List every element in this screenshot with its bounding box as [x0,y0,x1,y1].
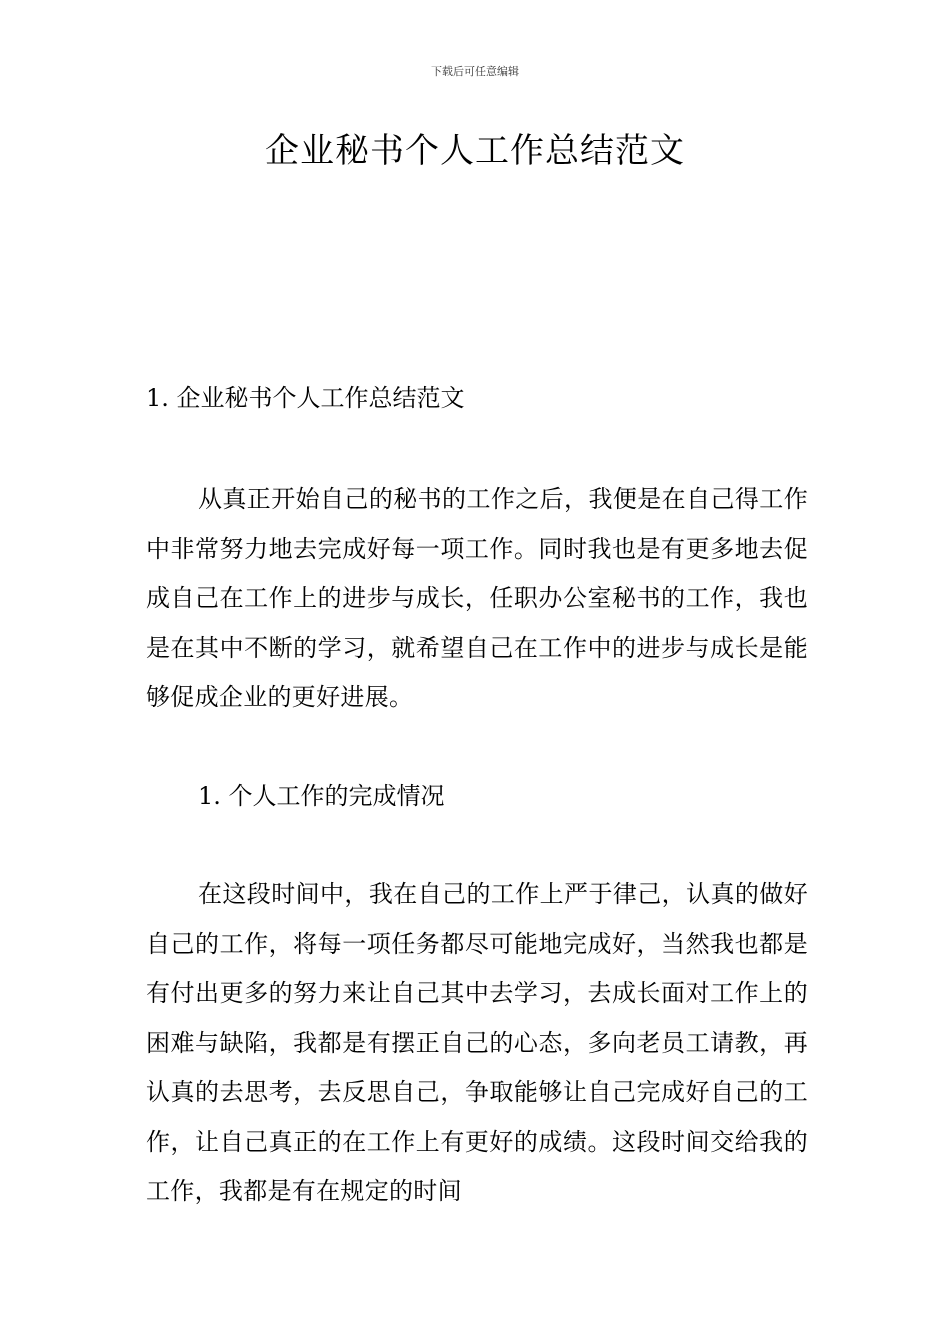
paragraph-intro: 从真正开始自己的秘书的工作之后，我便是在自己得工作中非常努力地去完成好每一项工作。同时我也是有更多地去促成自己在工作上的进步与成长，任职办公室秘书的工作，我也是在其中不断的学习，就希望自己在工作中的进步与成长是能够促成企业的更好进展。 [146,485,808,711]
paragraph-work-status: 在这段时间中，我在自己的工作上严于律己，认真的做好自己的工作，将每一项任务都尽可能地完成好，当然我也都是有付出更多的努力来让自己其中去学习，去成长面对工作上的困难与缺陷，我都是有摆正自己的心态，多向老员工请教，再认真的去思考，去反思自己，争取能够让自己完成好自己的工作，让自己真正的在工作上有更好的成绩。这段时间交给我的工作，我都是有在规定的时间 [146,880,808,1205]
document-title: 企业秘书个人工作总结范文 [265,131,685,171]
section-heading: 1. 企业秘书个人工作总结范文 [146,384,465,412]
subsection-heading: 1. 个人工作的完成情况 [198,782,445,810]
page-header-note: 下载后可任意编辑 [431,65,519,78]
